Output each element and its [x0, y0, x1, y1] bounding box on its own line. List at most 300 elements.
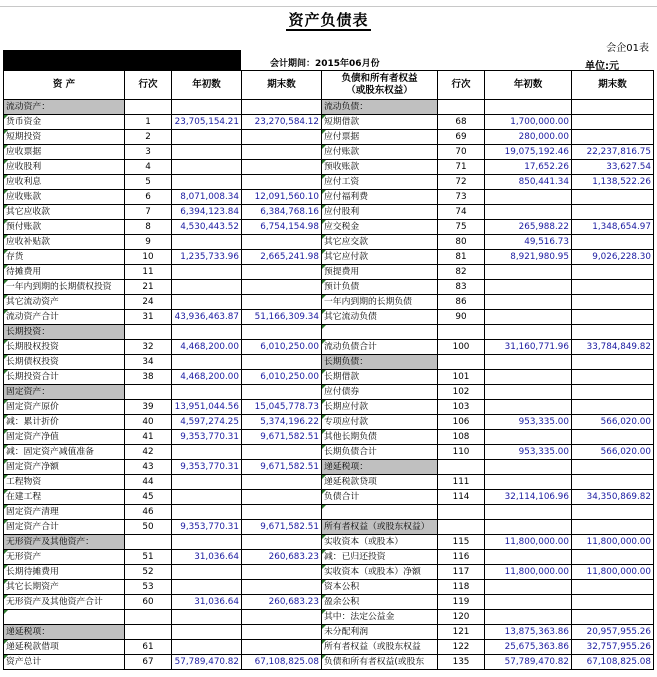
liability-row-no[interactable]: 115: [438, 535, 485, 550]
liability-label[interactable]: 实收资本（或股本）净额: [322, 565, 438, 580]
liability-row-no[interactable]: 116: [438, 550, 485, 565]
asset-end[interactable]: 6,754,154.98: [242, 220, 322, 235]
asset-label[interactable]: 固定资产合计: [4, 520, 125, 535]
liability-label[interactable]: 一年内到期的长期负债: [322, 295, 438, 310]
liability-begin[interactable]: [485, 385, 572, 400]
liability-begin[interactable]: 19,075,192.46: [485, 145, 572, 160]
liability-begin[interactable]: [485, 370, 572, 385]
asset-end[interactable]: [242, 535, 322, 550]
liability-row-no[interactable]: 72: [438, 175, 485, 190]
liability-row-no[interactable]: 74: [438, 205, 485, 220]
liability-label[interactable]: 盈余公积: [322, 595, 438, 610]
asset-end[interactable]: 5,374,196.22: [242, 415, 322, 430]
asset-label[interactable]: 其它长期资产: [4, 580, 125, 595]
liability-end[interactable]: [572, 520, 654, 535]
asset-row-no[interactable]: 43: [125, 460, 172, 475]
liability-begin[interactable]: [485, 580, 572, 595]
liability-row-no[interactable]: 119: [438, 595, 485, 610]
asset-begin[interactable]: [172, 160, 242, 175]
liability-label[interactable]: 其它应付款: [322, 250, 438, 265]
asset-begin[interactable]: 8,071,008.34: [172, 190, 242, 205]
asset-row-no[interactable]: 3: [125, 145, 172, 160]
asset-label[interactable]: 资产总计: [4, 655, 125, 670]
liability-end[interactable]: 1,138,522.26: [572, 175, 654, 190]
asset-row-no[interactable]: 39: [125, 400, 172, 415]
asset-begin[interactable]: [172, 535, 242, 550]
liability-label[interactable]: 递延税项：: [322, 460, 438, 475]
asset-row-no[interactable]: 21: [125, 280, 172, 295]
liability-row-no[interactable]: 86: [438, 295, 485, 310]
asset-end[interactable]: [242, 625, 322, 640]
asset-label[interactable]: [4, 610, 125, 625]
liability-end[interactable]: [572, 505, 654, 520]
asset-begin[interactable]: [172, 100, 242, 115]
asset-row-no[interactable]: [125, 325, 172, 340]
liability-label[interactable]: 减：已归还投资: [322, 550, 438, 565]
liability-row-no[interactable]: 118: [438, 580, 485, 595]
asset-label[interactable]: 递延税项：: [4, 625, 125, 640]
liability-label[interactable]: 预收账款: [322, 160, 438, 175]
liability-begin[interactable]: [485, 400, 572, 415]
liability-label[interactable]: 流动负债：: [322, 100, 438, 115]
asset-begin[interactable]: [172, 625, 242, 640]
asset-begin[interactable]: [172, 130, 242, 145]
asset-begin[interactable]: [172, 580, 242, 595]
asset-row-no[interactable]: [125, 100, 172, 115]
liability-begin[interactable]: [485, 205, 572, 220]
asset-label[interactable]: 待摊费用: [4, 265, 125, 280]
liability-end[interactable]: [572, 130, 654, 145]
liability-label[interactable]: 所有者权益（或股东权益: [322, 640, 438, 655]
liability-end[interactable]: [572, 460, 654, 475]
asset-begin[interactable]: 9,353,770.31: [172, 520, 242, 535]
liability-row-no[interactable]: 111: [438, 475, 485, 490]
liability-end[interactable]: [572, 400, 654, 415]
asset-end[interactable]: [242, 295, 322, 310]
asset-end[interactable]: [242, 385, 322, 400]
liability-end[interactable]: 20,957,955.26: [572, 625, 654, 640]
liability-begin[interactable]: 25,675,363.86: [485, 640, 572, 655]
liability-begin[interactable]: 31,160,771.96: [485, 340, 572, 355]
asset-label[interactable]: 应收补贴款: [4, 235, 125, 250]
asset-end[interactable]: [242, 160, 322, 175]
asset-end[interactable]: [242, 355, 322, 370]
asset-begin[interactable]: 1,235,733.96: [172, 250, 242, 265]
liability-end[interactable]: [572, 325, 654, 340]
asset-end[interactable]: [242, 505, 322, 520]
liability-label[interactable]: 应付债券: [322, 385, 438, 400]
asset-end[interactable]: [242, 565, 322, 580]
asset-label[interactable]: 在建工程: [4, 490, 125, 505]
liability-label[interactable]: 短期借款: [322, 115, 438, 130]
liability-begin[interactable]: [485, 460, 572, 475]
liability-begin[interactable]: [485, 610, 572, 625]
asset-begin[interactable]: [172, 505, 242, 520]
asset-label[interactable]: 存货: [4, 250, 125, 265]
liability-row-no[interactable]: 102: [438, 385, 485, 400]
asset-row-no[interactable]: 9: [125, 235, 172, 250]
liability-end[interactable]: [572, 280, 654, 295]
liability-begin[interactable]: [485, 475, 572, 490]
liability-end[interactable]: 33,784,849.82: [572, 340, 654, 355]
asset-begin[interactable]: [172, 385, 242, 400]
asset-begin[interactable]: [172, 325, 242, 340]
liability-label[interactable]: 负债和所有者权益(或股东: [322, 655, 438, 670]
asset-row-no[interactable]: 44: [125, 475, 172, 490]
liability-begin[interactable]: 57,789,470.82: [485, 655, 572, 670]
asset-label[interactable]: 应收票据: [4, 145, 125, 160]
asset-end[interactable]: [242, 145, 322, 160]
asset-begin[interactable]: 57,789,470.82: [172, 655, 242, 670]
asset-row-no[interactable]: 42: [125, 445, 172, 460]
liability-begin[interactable]: [485, 265, 572, 280]
asset-begin[interactable]: [172, 490, 242, 505]
liability-begin[interactable]: [485, 430, 572, 445]
liability-begin[interactable]: 32,114,106.96: [485, 490, 572, 505]
liability-label[interactable]: [322, 505, 438, 520]
asset-label[interactable]: 流动资产：: [4, 100, 125, 115]
asset-row-no[interactable]: 1: [125, 115, 172, 130]
liability-end[interactable]: 34,350,869.82: [572, 490, 654, 505]
liability-end[interactable]: [572, 385, 654, 400]
asset-label[interactable]: 长期债权投资: [4, 355, 125, 370]
asset-begin[interactable]: 31,036.64: [172, 595, 242, 610]
asset-begin[interactable]: 4,468,200.00: [172, 370, 242, 385]
liability-end[interactable]: [572, 265, 654, 280]
liability-row-no[interactable]: 68: [438, 115, 485, 130]
asset-end[interactable]: 12,091,560.10: [242, 190, 322, 205]
asset-label[interactable]: 工程物资: [4, 475, 125, 490]
liability-row-no[interactable]: [438, 460, 485, 475]
liability-row-no[interactable]: 73: [438, 190, 485, 205]
asset-end[interactable]: 9,671,582.51: [242, 520, 322, 535]
liability-row-no[interactable]: 120: [438, 610, 485, 625]
liability-row-no[interactable]: 101: [438, 370, 485, 385]
liability-begin[interactable]: 850,441.34: [485, 175, 572, 190]
asset-begin[interactable]: [172, 640, 242, 655]
liability-end[interactable]: 11,800,000.00: [572, 565, 654, 580]
asset-begin[interactable]: [172, 235, 242, 250]
asset-end[interactable]: [242, 640, 322, 655]
liability-row-no[interactable]: [438, 355, 485, 370]
liability-row-no[interactable]: 82: [438, 265, 485, 280]
liability-row-no[interactable]: 121: [438, 625, 485, 640]
liability-begin[interactable]: 953,335.00: [485, 415, 572, 430]
asset-row-no[interactable]: 50: [125, 520, 172, 535]
asset-row-no[interactable]: 5: [125, 175, 172, 190]
asset-begin[interactable]: 6,394,123.84: [172, 205, 242, 220]
asset-row-no[interactable]: [125, 610, 172, 625]
asset-end[interactable]: [242, 100, 322, 115]
asset-begin[interactable]: 4,597,274.25: [172, 415, 242, 430]
asset-label[interactable]: 无形资产及其他资产：: [4, 535, 125, 550]
liability-begin[interactable]: [485, 295, 572, 310]
liability-row-no[interactable]: 71: [438, 160, 485, 175]
liability-end[interactable]: 11,800,000.00: [572, 535, 654, 550]
liability-begin[interactable]: [485, 505, 572, 520]
liability-begin[interactable]: [485, 550, 572, 565]
liability-label[interactable]: 其它应交款: [322, 235, 438, 250]
asset-row-no[interactable]: 53: [125, 580, 172, 595]
asset-label[interactable]: 无形资产: [4, 550, 125, 565]
liability-row-no[interactable]: 122: [438, 640, 485, 655]
asset-begin[interactable]: [172, 265, 242, 280]
asset-row-no[interactable]: 32: [125, 340, 172, 355]
asset-begin[interactable]: [172, 175, 242, 190]
liability-end[interactable]: [572, 115, 654, 130]
liability-end[interactable]: [572, 370, 654, 385]
liability-end[interactable]: 33,627.54: [572, 160, 654, 175]
liability-row-no[interactable]: 103: [438, 400, 485, 415]
asset-end[interactable]: 9,671,582.51: [242, 460, 322, 475]
liability-end[interactable]: [572, 475, 654, 490]
asset-end[interactable]: 2,665,241.98: [242, 250, 322, 265]
asset-row-no[interactable]: 40: [125, 415, 172, 430]
liability-begin[interactable]: [485, 190, 572, 205]
liability-begin[interactable]: 280,000.00: [485, 130, 572, 145]
liability-begin[interactable]: 953,335.00: [485, 445, 572, 460]
asset-begin[interactable]: [172, 145, 242, 160]
liability-label[interactable]: 其它流动负债: [322, 310, 438, 325]
liability-row-no[interactable]: 90: [438, 310, 485, 325]
asset-row-no[interactable]: 2: [125, 130, 172, 145]
asset-label[interactable]: 固定资产：: [4, 385, 125, 400]
asset-label[interactable]: 长期待摊费用: [4, 565, 125, 580]
liability-end[interactable]: [572, 310, 654, 325]
liability-row-no[interactable]: 80: [438, 235, 485, 250]
liability-end[interactable]: [572, 610, 654, 625]
asset-label[interactable]: 固定资产清理: [4, 505, 125, 520]
asset-begin[interactable]: 23,705,154.21: [172, 115, 242, 130]
liability-row-no[interactable]: 70: [438, 145, 485, 160]
liability-end[interactable]: [572, 190, 654, 205]
liability-begin[interactable]: [485, 355, 572, 370]
liability-end[interactable]: [572, 430, 654, 445]
asset-row-no[interactable]: 41: [125, 430, 172, 445]
liability-label[interactable]: [322, 325, 438, 340]
asset-label[interactable]: 一年内到期的长期债权投资: [4, 280, 125, 295]
asset-begin[interactable]: 43,936,463.87: [172, 310, 242, 325]
asset-begin[interactable]: [172, 280, 242, 295]
asset-row-no[interactable]: 31: [125, 310, 172, 325]
liability-label[interactable]: 应付福利费: [322, 190, 438, 205]
asset-begin[interactable]: 4,468,200.00: [172, 340, 242, 355]
liability-end[interactable]: [572, 235, 654, 250]
liability-begin[interactable]: 49,516.73: [485, 235, 572, 250]
liability-begin[interactable]: 1,700,000.00: [485, 115, 572, 130]
liability-label[interactable]: 预提费用: [322, 265, 438, 280]
asset-label[interactable]: 长期股权投资: [4, 340, 125, 355]
asset-label[interactable]: 其它应收款: [4, 205, 125, 220]
asset-row-no[interactable]: 11: [125, 265, 172, 280]
liability-end[interactable]: 566,020.00: [572, 445, 654, 460]
asset-row-no[interactable]: 52: [125, 565, 172, 580]
liability-row-no[interactable]: 110: [438, 445, 485, 460]
asset-label[interactable]: 货币资金: [4, 115, 125, 130]
liability-begin[interactable]: [485, 100, 572, 115]
asset-begin[interactable]: [172, 445, 242, 460]
liability-label[interactable]: 资本公积: [322, 580, 438, 595]
asset-label[interactable]: 其它流动资产: [4, 295, 125, 310]
liability-end[interactable]: [572, 355, 654, 370]
liability-row-no[interactable]: 108: [438, 430, 485, 445]
asset-row-no[interactable]: 24: [125, 295, 172, 310]
liability-label[interactable]: 所有者权益（或股东权益）: [322, 520, 438, 535]
asset-begin[interactable]: [172, 565, 242, 580]
asset-label[interactable]: 长期投资：: [4, 325, 125, 340]
liability-row-no[interactable]: [438, 325, 485, 340]
liability-end[interactable]: [572, 295, 654, 310]
liability-label[interactable]: 其他长期负债: [322, 430, 438, 445]
liability-label[interactable]: 长期借款: [322, 370, 438, 385]
liability-row-no[interactable]: 69: [438, 130, 485, 145]
asset-row-no[interactable]: 51: [125, 550, 172, 565]
liability-end[interactable]: [572, 550, 654, 565]
liability-label[interactable]: 应付工资: [322, 175, 438, 190]
liability-begin[interactable]: 8,921,980.95: [485, 250, 572, 265]
liability-label[interactable]: 长期应付款: [322, 400, 438, 415]
liability-end[interactable]: 22,237,816.75: [572, 145, 654, 160]
asset-begin[interactable]: [172, 610, 242, 625]
asset-row-no[interactable]: 6: [125, 190, 172, 205]
liability-begin[interactable]: 11,800,000.00: [485, 535, 572, 550]
liability-row-no[interactable]: 81: [438, 250, 485, 265]
liability-begin[interactable]: 13,875,363.86: [485, 625, 572, 640]
asset-begin[interactable]: 9,353,770.31: [172, 430, 242, 445]
asset-begin[interactable]: [172, 295, 242, 310]
asset-end[interactable]: 6,010,250.00: [242, 370, 322, 385]
liability-label[interactable]: 其中：法定公益金: [322, 610, 438, 625]
asset-end[interactable]: [242, 235, 322, 250]
asset-begin[interactable]: [172, 355, 242, 370]
liability-label[interactable]: 实收资本（或股本）: [322, 535, 438, 550]
liability-label[interactable]: 长期负债合计: [322, 445, 438, 460]
liability-begin[interactable]: [485, 595, 572, 610]
asset-row-no[interactable]: 4: [125, 160, 172, 175]
asset-row-no[interactable]: 8: [125, 220, 172, 235]
asset-end[interactable]: 15,045,778.73: [242, 400, 322, 415]
asset-begin[interactable]: 9,353,770.31: [172, 460, 242, 475]
asset-row-no[interactable]: 7: [125, 205, 172, 220]
asset-row-no[interactable]: 34: [125, 355, 172, 370]
liability-row-no[interactable]: 114: [438, 490, 485, 505]
liability-row-no[interactable]: 83: [438, 280, 485, 295]
liability-begin[interactable]: 17,652.26: [485, 160, 572, 175]
liability-row-no[interactable]: [438, 520, 485, 535]
liability-begin[interactable]: [485, 325, 572, 340]
asset-end[interactable]: [242, 580, 322, 595]
liability-row-no[interactable]: 117: [438, 565, 485, 580]
asset-end[interactable]: [242, 265, 322, 280]
asset-row-no[interactable]: 45: [125, 490, 172, 505]
asset-row-no[interactable]: [125, 625, 172, 640]
asset-label[interactable]: 应收利息: [4, 175, 125, 190]
liability-end[interactable]: 566,020.00: [572, 415, 654, 430]
asset-begin[interactable]: 31,036.64: [172, 550, 242, 565]
asset-row-no[interactable]: [125, 535, 172, 550]
liability-row-no[interactable]: 75: [438, 220, 485, 235]
liability-end[interactable]: 9,026,228.30: [572, 250, 654, 265]
asset-end[interactable]: [242, 130, 322, 145]
asset-label[interactable]: 固定资产净值: [4, 430, 125, 445]
liability-label[interactable]: 应付票据: [322, 130, 438, 145]
liability-end[interactable]: [572, 580, 654, 595]
asset-row-no[interactable]: 38: [125, 370, 172, 385]
asset-row-no[interactable]: 67: [125, 655, 172, 670]
asset-end[interactable]: [242, 610, 322, 625]
liability-end[interactable]: 1,348,654.97: [572, 220, 654, 235]
asset-end[interactable]: 9,671,582.51: [242, 430, 322, 445]
asset-label[interactable]: 长期投资合计: [4, 370, 125, 385]
asset-end[interactable]: 260,683.23: [242, 550, 322, 565]
asset-label[interactable]: 固定资产净额: [4, 460, 125, 475]
liability-label[interactable]: 应付股利: [322, 205, 438, 220]
asset-label[interactable]: 应收账款: [4, 190, 125, 205]
asset-label[interactable]: 流动资产合计: [4, 310, 125, 325]
asset-label[interactable]: 减：固定资产减值准备: [4, 445, 125, 460]
liability-begin[interactable]: [485, 280, 572, 295]
asset-begin[interactable]: 4,530,443.52: [172, 220, 242, 235]
asset-end[interactable]: 6,010,250.00: [242, 340, 322, 355]
asset-end[interactable]: 6,384,768.16: [242, 205, 322, 220]
liability-row-no[interactable]: [438, 100, 485, 115]
liability-end[interactable]: [572, 205, 654, 220]
liability-label[interactable]: 递延税款贷项: [322, 475, 438, 490]
asset-label[interactable]: 递延税款借项: [4, 640, 125, 655]
liability-row-no[interactable]: 106: [438, 415, 485, 430]
asset-row-no[interactable]: 60: [125, 595, 172, 610]
liability-label[interactable]: 专项应付款: [322, 415, 438, 430]
liability-label[interactable]: 长期负债：: [322, 355, 438, 370]
liability-end[interactable]: [572, 100, 654, 115]
liability-begin[interactable]: 265,988.22: [485, 220, 572, 235]
asset-end[interactable]: 51,166,309.34: [242, 310, 322, 325]
asset-label[interactable]: 短期投资: [4, 130, 125, 145]
liability-label[interactable]: 应交税金: [322, 220, 438, 235]
asset-end[interactable]: [242, 175, 322, 190]
asset-label[interactable]: 固定资产原价: [4, 400, 125, 415]
liability-label[interactable]: 未分配利润: [322, 625, 438, 640]
asset-row-no[interactable]: 61: [125, 640, 172, 655]
liability-label[interactable]: 流动负债合计: [322, 340, 438, 355]
liability-row-no[interactable]: [438, 505, 485, 520]
liability-begin[interactable]: [485, 520, 572, 535]
liability-row-no[interactable]: 135: [438, 655, 485, 670]
asset-end[interactable]: 67,108,825.08: [242, 655, 322, 670]
asset-end[interactable]: [242, 325, 322, 340]
asset-end[interactable]: [242, 475, 322, 490]
liability-end[interactable]: 32,757,955.26: [572, 640, 654, 655]
asset-label[interactable]: 减：累计折价: [4, 415, 125, 430]
liability-label[interactable]: 负债合计: [322, 490, 438, 505]
liability-label[interactable]: 预计负债: [322, 280, 438, 295]
asset-end[interactable]: 260,683.23: [242, 595, 322, 610]
asset-label[interactable]: 预付账款: [4, 220, 125, 235]
asset-label[interactable]: 应收股利: [4, 160, 125, 175]
liability-row-no[interactable]: 100: [438, 340, 485, 355]
liability-end[interactable]: 67,108,825.08: [572, 655, 654, 670]
liability-begin[interactable]: 11,800,000.00: [485, 565, 572, 580]
liability-begin[interactable]: [485, 310, 572, 325]
asset-end[interactable]: [242, 445, 322, 460]
liability-end[interactable]: [572, 595, 654, 610]
asset-end[interactable]: 23,270,584.12: [242, 115, 322, 130]
asset-row-no[interactable]: 46: [125, 505, 172, 520]
asset-end[interactable]: [242, 280, 322, 295]
liability-label[interactable]: 应付账款: [322, 145, 438, 160]
asset-begin[interactable]: 13,951,044.56: [172, 400, 242, 415]
asset-row-no[interactable]: 10: [125, 250, 172, 265]
